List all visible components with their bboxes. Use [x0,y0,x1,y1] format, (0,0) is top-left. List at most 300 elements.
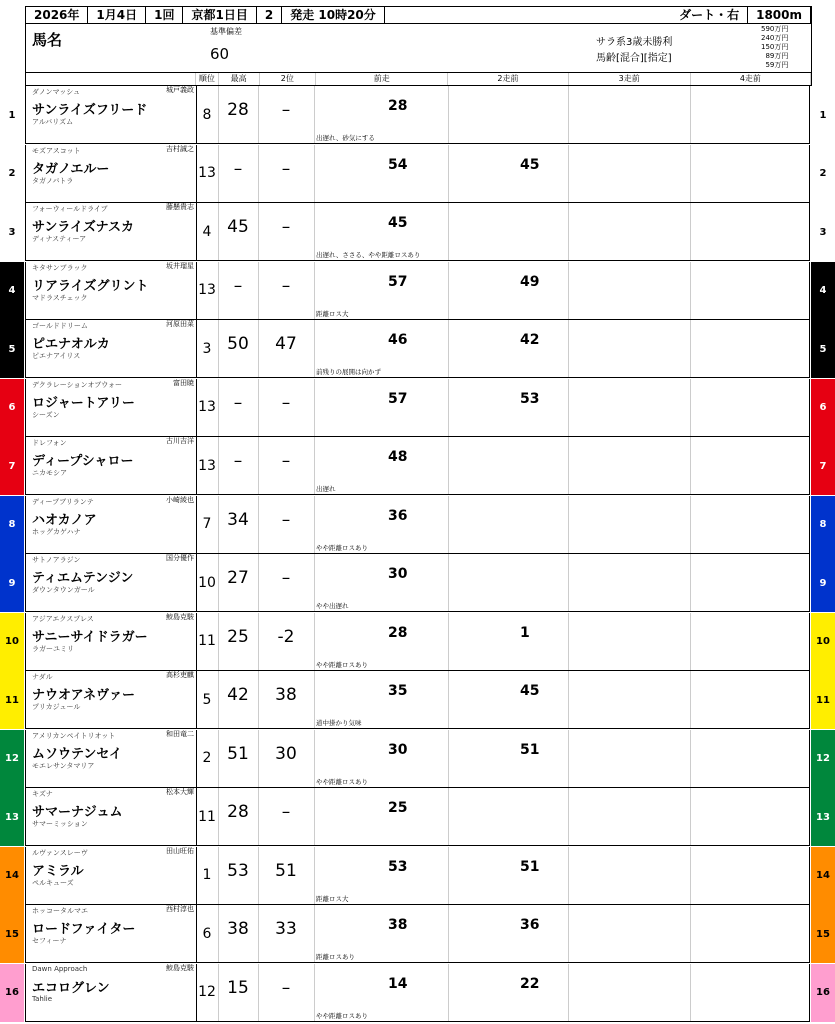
rank: 7 [196,496,219,553]
three-back-race [568,847,691,904]
two-back-index: 36 [520,917,540,933]
last-race-index: 35 [388,683,408,699]
prize-list [761,25,788,70]
horse-name[interactable]: リアライズグリント [32,278,149,294]
dam: ダウンタウンガール [32,586,95,594]
dam: ディナスティーア [32,235,87,243]
horse-card [25,788,810,846]
best-index: – [218,262,259,319]
prize-2: 240万円 [761,34,789,42]
horse-row [0,964,835,1022]
horse-name[interactable]: ロジャートアリー [32,395,135,411]
condition-class: サラ系3歳未勝利 [596,37,673,48]
column-labels [26,72,811,85]
dam: タガノバトラ [32,176,74,185]
jockey: 松本大輝 [166,788,194,796]
gate-number-right: 13 [811,788,835,846]
gate-number-right: 4 [811,262,835,320]
race-note: 距離ロスあり [316,953,355,961]
horse-name[interactable]: タガノエルー [32,161,110,177]
best-index: 50 [218,320,259,377]
four-back-race [690,613,810,670]
gate-number-right: 10 [811,613,835,671]
last-race [316,379,449,436]
horse-name-label: 馬名 [32,31,63,49]
two-back-race [448,671,569,728]
dam: Tahlie [32,994,53,1003]
three-back-race [568,86,691,143]
prize-5: 59万円 [765,61,789,69]
rank: 1 [196,847,219,904]
two-back-race [448,320,569,377]
gate-number: 4 [0,262,24,320]
four-back-race [690,437,810,494]
second-index: – [258,145,315,202]
dam: ペルキューズ [32,878,74,887]
std-label: 基準偏差 [210,27,242,36]
gate-number-right: 11 [811,671,835,729]
best-index: 27 [218,554,259,611]
horse-info [26,671,197,728]
sire: デクラレーションオブウォー [32,380,122,389]
second-index: – [258,788,315,845]
horse-row [0,496,835,554]
horse-info [26,379,197,436]
rank: 11 [196,788,219,845]
race-note: やや出遅れ [316,602,349,610]
race-header-bar [25,6,812,24]
prize-4: 89万円 [765,52,789,60]
gate-number: 12 [0,730,24,788]
dam: シーズン [32,410,60,419]
second-index: – [258,86,315,143]
horse-row [0,730,835,788]
two-back-race [448,730,569,787]
last-race-index: 14 [388,975,408,992]
second-index: 47 [258,320,315,377]
horse-info [26,554,197,611]
three-back-race [568,496,691,553]
std-value: 60 [210,45,230,63]
last-race-index: 46 [388,332,408,348]
last-race-index: 48 [388,449,408,465]
four-back-race [690,905,810,962]
two-back-race [448,262,569,319]
three-back-race [568,613,691,670]
horse-info [26,730,197,787]
horse-info [26,86,197,143]
second-index: 51 [258,847,315,904]
race-note: やや距離ロスあり [316,660,368,669]
sire: ドレフォン [32,439,67,447]
last-race-index: 38 [388,917,408,933]
dam: ホッグカゲハナ [32,527,81,536]
gate-number-right: 8 [811,496,835,554]
prize-3: 150万円 [761,43,789,51]
prize-1: 590万円 [761,25,789,33]
jockey: 藤懸貴志 [166,203,194,211]
race-note: 出遅れ、砂気にする [316,134,375,142]
column-header [25,23,812,86]
second-index: – [258,203,315,260]
horse-name[interactable]: ムソウテンセイ [32,746,122,762]
horse-row [0,788,835,846]
horse-name[interactable]: ティエムテンジン [32,571,134,586]
last-race-index: 28 [388,624,408,641]
horse-info [26,847,197,904]
four-back-race [690,847,810,904]
jockey: 鮫島克駿 [166,963,194,972]
race-note: やや距離ロスあり [316,543,368,552]
best-index: 15 [218,964,259,1021]
jockey: 田山旺佑 [166,846,194,855]
date: 1月4日 [88,7,146,23]
second-index: – [258,437,315,494]
two-back-race [448,496,569,553]
race-note: やや距離ロスあり [316,777,368,786]
sire: サトノアラジン [32,556,81,564]
best-index: 28 [218,788,259,845]
horse-row [0,262,835,320]
horse-name[interactable]: サマーナジュム [32,805,123,820]
race-note: 出遅れ [316,485,336,493]
horse-row [0,905,835,963]
three-back-race [568,320,691,377]
horse-info [26,437,197,494]
jockey: 河原田菜 [166,320,194,328]
rank: 3 [196,320,219,377]
dam: ラガーユミリ [32,644,74,653]
horse-name[interactable]: エコログレン [32,980,110,996]
two-back-race [448,203,569,260]
horse-row [0,613,835,671]
best-index: – [218,145,259,202]
sire: フォーウィールドライブ [32,205,108,213]
horse-name[interactable]: ディープシャロー [32,454,134,469]
three-back-race [568,145,691,202]
race-conditions [596,35,672,67]
rank: 13 [196,437,219,494]
second-index: – [258,496,315,553]
horse-card [25,379,810,437]
last-race-index: 57 [388,390,408,407]
four-back-race [690,379,810,436]
two-back-index: 51 [520,741,540,758]
horse-name[interactable]: サンライズフリード [32,103,148,118]
horse-info [26,496,197,553]
horse-row [0,203,835,261]
horse-row [0,86,835,144]
last-race-index: 25 [388,800,408,816]
jockey: 吉村誠之 [166,144,194,153]
gate-number-right: 5 [811,320,835,378]
four-back-race [690,554,810,611]
four-back-race [690,671,810,728]
gate-number: 15 [0,905,24,963]
rank: 13 [196,379,219,436]
rank: 11 [196,613,219,670]
gate-number: 10 [0,613,24,671]
horse-card [25,964,810,1022]
second-index: – [258,554,315,611]
gate-number-right: 12 [811,730,835,788]
horse-row [0,437,835,495]
gate-number: 9 [0,554,24,612]
horse-name[interactable]: サンライズナスカ [32,220,135,235]
horse-name[interactable]: サニーサイドラガー [32,629,148,645]
two-back-race [448,86,569,143]
horse-info [26,905,197,962]
last-race-index: 30 [388,566,408,582]
horse-info [26,788,197,845]
horse-card [25,554,810,612]
rank: 5 [196,671,219,728]
two-back-race [448,379,569,436]
last-race-index: 54 [388,156,408,173]
horse-name[interactable]: ピエナオルカ [32,337,110,352]
gate-number-right: 6 [811,379,835,437]
horse-name[interactable]: アミラル [32,863,84,879]
best-index: 28 [218,86,259,143]
jockey: 小崎綾也 [166,495,194,504]
horse-card [25,437,810,495]
jockey: 坂井瑠星 [166,261,194,270]
dam: セフィーナ [32,937,67,945]
three-back-race [568,554,691,611]
rank: 12 [196,964,219,1021]
last-race-index: 28 [388,98,408,114]
last-race [316,788,449,845]
gate-number-right: 1 [811,86,835,144]
jockey: 鮫島克駿 [166,612,194,621]
gate-number-right: 14 [811,847,835,905]
jockey: 高杉吏麒 [166,671,194,679]
sire: ディープブリランテ [32,497,94,506]
last-race-index: 30 [388,741,408,758]
four-back-race [690,730,810,787]
best-index: 25 [218,613,259,670]
dam: サマーミッション [32,820,88,828]
horse-card [25,905,810,963]
horse-card [25,613,810,671]
three-back-race [568,788,691,845]
two-back-index: 1 [520,624,530,641]
gate-number: 14 [0,847,24,905]
horse-row [0,554,835,612]
last-race-index: 53 [388,858,408,875]
jockey: 和田竜二 [166,729,194,738]
dam: アルバリズム [32,118,74,126]
sire: ダノンマッシュ [32,88,81,96]
race-note: 距離ロス大 [316,894,349,903]
second-index: – [258,262,315,319]
race-note: 出遅れ、ささる、やや距離ロスあり [316,251,421,259]
two-back-race [448,554,569,611]
two-back-index: 42 [520,332,540,348]
second-index: – [258,379,315,436]
horse-card [25,847,810,905]
rank: 8 [196,86,219,143]
two-back-index: 53 [520,390,540,407]
two-back-index: 45 [520,156,540,173]
last-race-index: 57 [388,273,408,290]
best-index: 51 [218,730,259,787]
sire: ルヴァンスレーヴ [32,848,88,857]
horse-card [25,671,810,729]
four-back-race [690,145,810,202]
horse-row [0,145,835,203]
race-note: 道中掛かり気味 [316,719,362,727]
second-index: 30 [258,730,315,787]
condition-type: 馬齢[混合][指定] [596,53,672,64]
jockey: 城戸義政 [166,86,194,94]
horse-row [0,671,835,729]
gate-number-right: 2 [811,145,835,203]
col-rank: 順位 [196,73,219,85]
sire: キズナ [32,790,53,798]
gate-number-right: 16 [811,964,835,1022]
three-back-race [568,905,691,962]
gate-number: 3 [0,203,24,261]
surface: ダート・右 [679,8,740,22]
best-index: 45 [218,203,259,260]
three-back-race [568,379,691,436]
horse-row [0,379,835,437]
horse-info [26,613,197,670]
gate-number: 2 [0,145,24,203]
gate-number: 5 [0,320,24,378]
race-note: 前残りの展開は向かず [316,368,381,376]
sire: アジアエクスプレス [32,614,94,623]
gate-number: 1 [0,86,24,144]
sire: キタサンブラック [32,263,88,272]
last-race-index: 45 [388,215,408,231]
dam: プリカジュール [32,703,81,711]
horse-name[interactable]: ロードファイター [32,922,136,937]
horse-name[interactable]: ナウオアネヴァー [32,688,135,703]
jockey: 国分優作 [166,554,194,562]
horse-card [25,145,810,203]
sire: モズアスコット [32,146,81,155]
sire: Dawn Approach [32,964,88,973]
best-index: 38 [218,905,259,962]
gate-number-right: 15 [811,905,835,963]
rank: 13 [196,262,219,319]
two-back-index: 49 [520,273,540,290]
three-back-race [568,262,691,319]
four-back-race [690,320,810,377]
distance: 1800m [747,7,811,23]
best-index: 42 [218,671,259,728]
second-index: 33 [258,905,315,962]
four-back-race [690,262,810,319]
race-note: 距離ロス大 [316,309,349,318]
jockey: 富田暁 [173,378,194,387]
horse-info [26,203,197,260]
sire: アメリカンペイトリオット [32,731,116,740]
col-4back: 4走前 [691,73,811,85]
gate-number-right: 9 [811,554,835,612]
second-index: – [258,964,315,1021]
last-race [316,145,449,202]
post-time: 発走 10時20分 [282,7,385,23]
col-2back: 2走前 [448,73,568,85]
horse-info [26,320,197,377]
rank: 4 [196,203,219,260]
rank: 6 [196,905,219,962]
dam: ニカモシア [32,469,67,477]
two-back-race [448,437,569,494]
horse-info [26,964,197,1021]
horse-card [25,203,810,261]
four-back-race [690,964,810,1021]
col-last: 前走 [316,73,448,85]
two-back-index: 51 [520,858,540,875]
race-note: やや距離ロスあり [316,1011,368,1020]
horse-row [0,320,835,378]
rank: 2 [196,730,219,787]
col-second: 2位 [260,73,317,85]
dam: ピエナアイリス [32,352,81,360]
best-index: – [218,437,259,494]
horse-name[interactable]: ハオカノア [32,512,97,528]
gate-number: 11 [0,671,24,729]
horse-card [25,320,810,378]
four-back-race [690,203,810,260]
venue: 京都1日目 [183,7,256,23]
best-index: 53 [218,847,259,904]
dam: モエレサンタマリア [32,761,95,770]
horse-row [0,847,835,905]
three-back-race [568,203,691,260]
dam: マドラスチェック [32,293,88,302]
col-3back: 3走前 [569,73,691,85]
second-index: -2 [258,613,315,670]
horse-card [25,730,810,788]
two-back-race [448,145,569,202]
rank: 13 [196,145,219,202]
four-back-race [690,788,810,845]
two-back-race [448,964,569,1021]
two-back-race [448,847,569,904]
gate-number: 16 [0,964,24,1022]
two-back-race [448,613,569,670]
two-back-race [448,905,569,962]
gate-number: 6 [0,379,24,437]
three-back-race [568,730,691,787]
gate-number-right: 7 [811,437,835,495]
four-back-race [690,86,810,143]
year: 2026年 [26,7,88,23]
jockey: 西村淳也 [166,905,194,913]
rank: 10 [196,554,219,611]
horse-info [26,145,197,202]
gate-number: 8 [0,496,24,554]
three-back-race [568,964,691,1021]
three-back-race [568,437,691,494]
sire: ホッコータルマエ [32,907,88,915]
sire: ゴールドドリーム [32,322,88,330]
three-back-race [568,671,691,728]
two-back-index: 45 [520,683,540,699]
col-best: 最高 [219,73,260,85]
gate-number-right: 3 [811,203,835,261]
horse-card [25,496,810,554]
best-index: 34 [218,496,259,553]
last-race-index: 36 [388,507,408,524]
horse-card [25,262,810,320]
race-number: 2 [257,7,282,23]
